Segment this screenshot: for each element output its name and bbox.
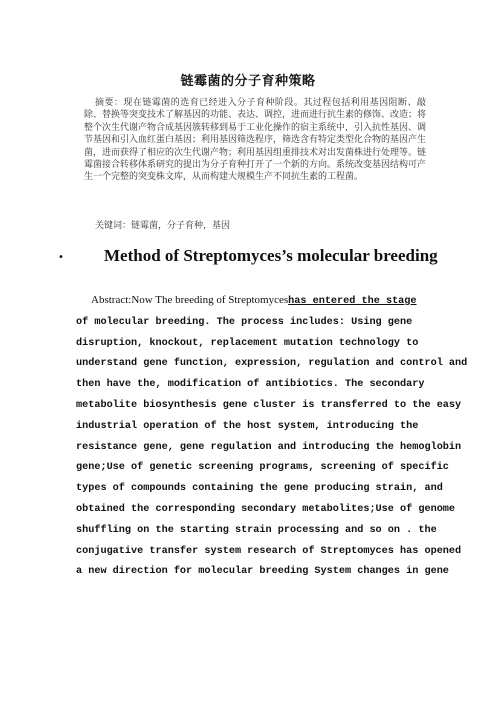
abstract-en	[76, 290, 468, 583]
document-title-zh: 链霉菌的分子育种策略	[180, 74, 316, 89]
abstract-en-line: resistance gene, gene regulation and introducing the hemoglobin	[76, 441, 462, 453]
abstract-en-line: disruption, knockout, replacement mutation technology to	[76, 337, 419, 349]
bullet-marker: •	[58, 252, 64, 263]
abstract-en-line-1-tail: has entered the stage	[288, 296, 417, 307]
abstract-en-line-1	[76, 290, 422, 313]
abstract-en-line: of molecular breeding. The process includes: Using gene	[76, 316, 413, 328]
document-title-en: Method of Streptomyces’s molecular breeding	[104, 246, 438, 265]
abstract-en-line: types of compounds containing the gene producing strain, and	[76, 483, 443, 495]
abstract-zh-text: 摘要：现在链霉菌的选育已经进入分子育种阶段。其过程包括利用基因阻断、敲除、替换等突变技术了解基因的功能、表达、调控，进而进行抗生素的修饰、改造；将整个次生代谢产物合成基因簇转移到易于工业化操作的宿主系统中，引入抗性基因、调节基因和引入血红蛋白基因；利用基因筛选程序，筛选含有特定类型化合物的基因产生菌，进而获得了相应的次生代谢产物；利用基因组重排技术对出发菌株进行处理等。链霉菌接合转移体系研究的提出为分子育种打开了一个新的方向。系统改变基因结构可产生一个完整的突变株文库，从而构建大规模生产不同抗生素的工程菌。	[84, 98, 427, 183]
keywords-zh: 关键词：链霉菌，分子育种，基因	[95, 221, 231, 231]
abstract-en-line: then have the, modification of antibiotics. The secondary	[76, 379, 425, 391]
abstract-en-line: industrial operation of the host system, introducing the	[76, 420, 419, 432]
abstract-en-line: obtained the corresponding secondary metabolites;Use of genome	[76, 503, 456, 515]
abstract-en-line: metabolite biosynthesis gene cluster is transferred to the easy	[76, 399, 462, 411]
abstract-en-line: conjugative transfer system research of Streptomyces has opened	[76, 545, 462, 557]
abstract-zh	[84, 97, 426, 184]
abstract-en-line: understand gene function, expression, regulation and control and	[76, 358, 468, 370]
abstract-en-line: shuffling on the starting strain processing and so on . the	[76, 524, 437, 536]
abstract-en-lead: Abstract:Now The breeding of Streptomyces	[91, 294, 289, 306]
abstract-en-line: a new direction for molecular breeding System changes in gene	[76, 566, 449, 578]
abstract-en-line: gene;Use of genetic screening programs, screening of specific	[76, 462, 449, 474]
